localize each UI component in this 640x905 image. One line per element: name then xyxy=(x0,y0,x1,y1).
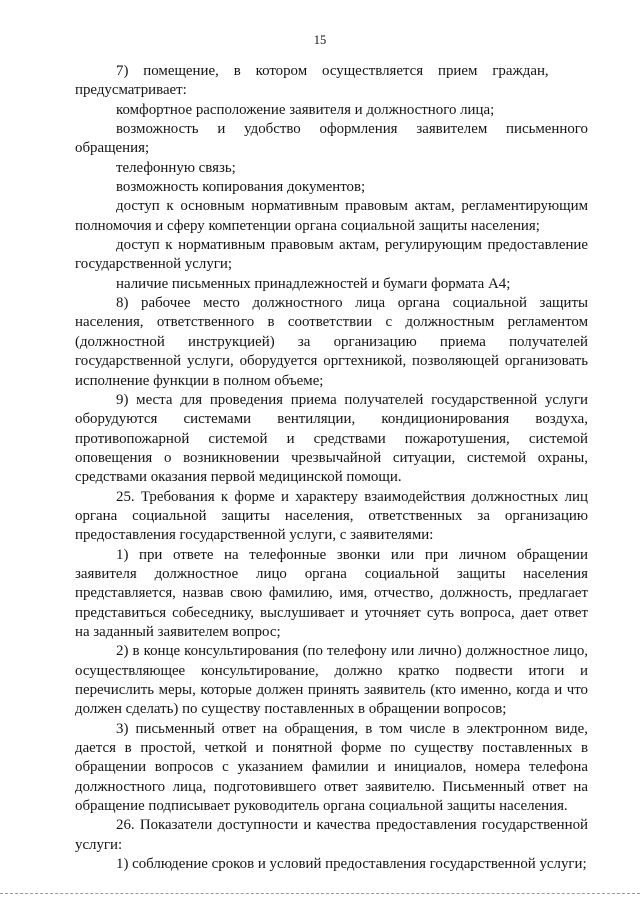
text-line: должностного лица, подготовившего ответ заявителю. Письменный ответ на xyxy=(75,778,588,795)
text-line: 26. Показатели доступности и качества предоставления государственной xyxy=(116,817,588,834)
text-line: обращении вопросов с указанием фамилии и инициалов, номера телефона xyxy=(75,759,588,776)
text-line: исполнение функции в полном объеме; xyxy=(75,372,324,389)
text-line: услуги: xyxy=(75,836,123,853)
text-line: доступ к основным нормативным правовым актам, регламентирующим xyxy=(116,198,588,215)
text-line: населения, ответственного в соответствии с должностным регламентом xyxy=(75,314,588,331)
text-line: 1) при ответе на телефонные звонки или при личном обращении xyxy=(116,546,588,563)
text-line: 7) помещение, в котором осуществляется прием граждан, xyxy=(116,63,549,79)
text-line: на заданный заявителем вопрос; xyxy=(75,623,281,640)
text-line: возможность копирования документов; xyxy=(116,179,366,196)
text-line: дается в простой, четкой и понятной форме по существу поставленных в xyxy=(75,740,588,757)
text-line: 3) письменный ответ на обращения, в том числе в электронном виде, xyxy=(116,720,588,737)
text-line: возможность и удобство оформления заявителем письменного xyxy=(116,121,588,138)
text-line: заявителя должностное лицо органа социальной защиты населения xyxy=(75,565,588,582)
text-line: перечислить меры, которые должен принять заявитель (кто именно, когда и что xyxy=(75,682,588,698)
text-line: осуществляющее консультирование, должно кратко подвести итоги и xyxy=(75,662,588,679)
text-line: представляется, назвав свою фамилию, имя, отчество, должность, предлагает xyxy=(75,585,588,602)
text-line: оборудуются системами вентиляции, кондиционирования воздуха, xyxy=(75,411,588,428)
text-line: обращение подписывает руководитель органа социальной защиты населения. xyxy=(75,798,568,815)
text-line: должен сделать) по существу поставленных в обращении вопросов; xyxy=(75,701,507,718)
text-line: государственной услуги, оборудуется оргтехникой, позволяющей организовать xyxy=(75,353,588,370)
text-line: органа социальной защиты населения, ответственных за организацию xyxy=(75,507,588,524)
text-line: предусматривает: xyxy=(75,82,187,99)
text-line: 1) соблюдение сроков и условий предоставления государственной услуги; xyxy=(116,856,587,873)
page-bottom-edge xyxy=(0,893,640,894)
text-line: государственной услуги; xyxy=(75,256,232,273)
text-line: комфортное расположение заявителя и должностного лица; xyxy=(116,101,495,118)
text-line: 25. Требования к форме и характеру взаимодействия должностных лиц xyxy=(116,488,588,505)
text-line: телефонную связь; xyxy=(116,159,236,176)
document-body xyxy=(75,62,588,874)
text-line: оповещения о возникновении чрезвычайной ситуации, системой охраны, xyxy=(75,449,588,466)
text-line: представиться собеседнику, выслушивает и уточняет суть вопроса, дает ответ xyxy=(75,604,588,621)
text-line: 9) места для проведения приема получателей государственной услуги xyxy=(116,391,588,408)
text-line: (должностной инструкцией) за организацию приема получателей xyxy=(75,333,588,350)
text-line: средствами оказания первой медицинской помощи. xyxy=(75,469,402,486)
text-line: наличие письменных принадлежностей и бумаги формата А4; xyxy=(116,275,511,292)
text-line: противопожарной системой и средствами пожаротушения, системой xyxy=(75,430,588,447)
text-line: 2) в конце консультирования (по телефону или лично) должностное лицо, xyxy=(116,643,588,660)
text-line: предоставления государственной услуги, с заявителями: xyxy=(75,527,434,544)
text-line: обращения; xyxy=(75,140,150,157)
text-line: полномочия и сферу компетенции органа социальной защиты населения; xyxy=(75,217,540,234)
text-line: доступ к нормативным правовым актам, регулирующим предоставление xyxy=(116,237,588,254)
text-line: 8) рабочее место должностного лица органа социальной защиты xyxy=(116,295,588,312)
page-number: 15 xyxy=(313,33,327,47)
